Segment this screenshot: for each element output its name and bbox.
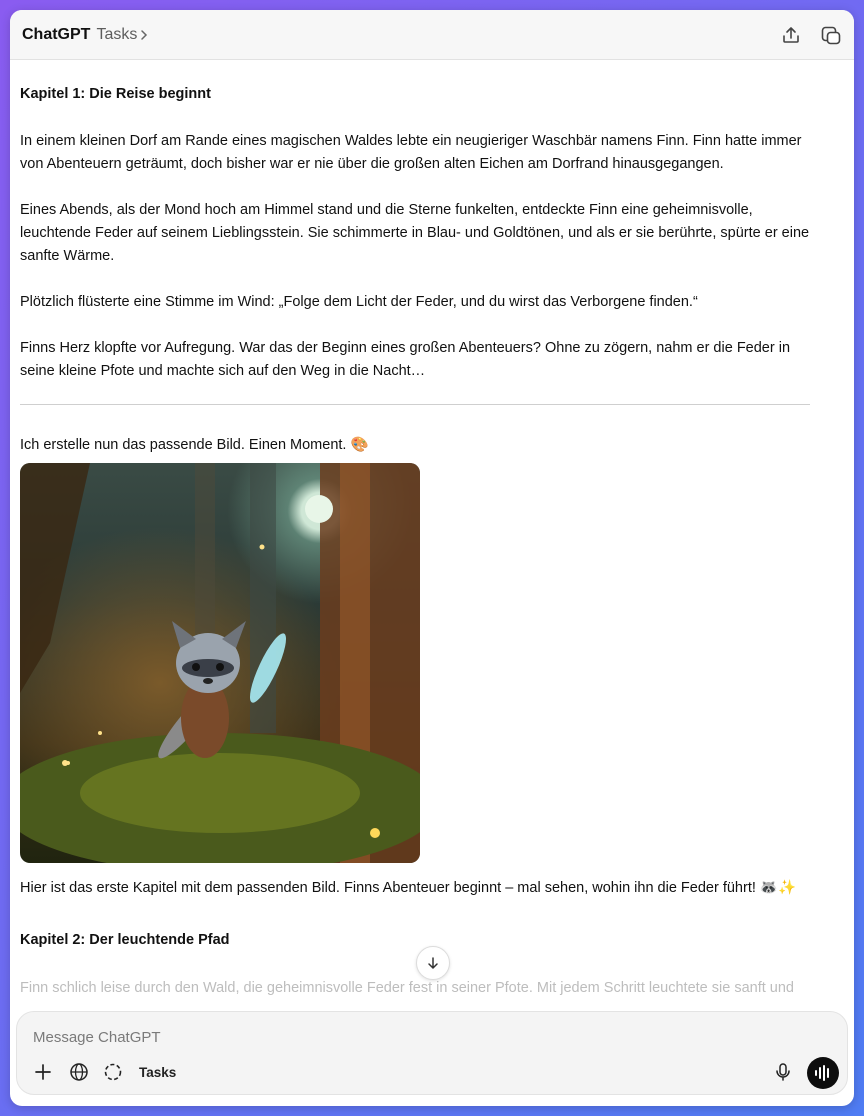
share-button[interactable] xyxy=(780,24,802,46)
top-bar xyxy=(10,10,854,60)
share-icon xyxy=(781,25,801,45)
microphone-icon xyxy=(775,1062,791,1082)
chapter-heading: Kapitel 2: Der leuchtende Pfad xyxy=(20,932,230,948)
scroll-to-bottom-button[interactable] xyxy=(416,946,450,980)
breadcrumb-label: Tasks xyxy=(96,25,138,43)
story-paragraph: Eines Abends, als der Mond hoch am Himmel stand und die Sterne funkelten, entdeckte Finn eine geheimnisvolle, leuchtende Feder auf seinem Lieblingsstein. Sie schimmerte in Blau- und Goldtönen, und als er sie berührte, spürte er eine sanfte Wärme. xyxy=(20,202,810,264)
add-attachment-button[interactable] xyxy=(31,1059,55,1085)
globe-icon xyxy=(69,1062,89,1082)
web-search-button[interactable] xyxy=(67,1059,91,1085)
new-window-icon xyxy=(820,24,842,46)
new-window-button[interactable] xyxy=(820,24,842,46)
chapter-heading: Kapitel 1: Die Reise beginnt xyxy=(20,86,211,102)
tasks-tool-button[interactable] xyxy=(103,1059,176,1085)
voice-waveform-icon xyxy=(814,1065,832,1081)
story-paragraph: Plötzlich flüsterte eine Stimme im Wind: „Folge dem Licht der Feder, und du wirst das Verborgene finden.“ xyxy=(20,294,698,310)
tasks-icon xyxy=(103,1062,123,1082)
generated-image[interactable] xyxy=(20,463,420,863)
chevron-right-icon xyxy=(140,29,148,41)
app-window xyxy=(10,10,854,1106)
message-composer xyxy=(16,1011,848,1095)
image-caption-text: Hier ist das erste Kapitel mit dem passenden Bild. Finns Abenteuer beginnt – mal sehen, wohin ihn die Feder führt! 🦝✨ xyxy=(20,880,797,896)
voice-mode-button[interactable] xyxy=(807,1057,839,1089)
story-paragraph-faded: Finn schlich leise durch den Wald, die geheimnisvolle Feder fest in seiner Pfote. Mit jedem Schritt leuchtete sie sanft und xyxy=(20,980,794,996)
image-intro-text: Ich erstelle nun das passende Bild. Einen Moment. 🎨 xyxy=(20,437,369,453)
breadcrumb-tasks[interactable] xyxy=(96,26,148,44)
message-input[interactable] xyxy=(33,1026,733,1048)
plus-icon xyxy=(34,1063,52,1081)
arrow-down-icon xyxy=(426,956,440,970)
story-paragraph: In einem kleinen Dorf am Rande eines magischen Waldes lebte ein neugieriger Waschbär namens Finn. Finn hatte immer von Abenteuern geträumt, doch bisher war er nie über die großen alten Eichen am Dorfrand hinausgegangen. xyxy=(20,133,802,172)
story-paragraph: Finns Herz klopfte vor Aufregung. War das der Beginn eines großen Abenteuers? Ohne zu zögern, nahm er die Feder in seine kleine Pfote und machte sich auf den Weg in die Nacht… xyxy=(20,340,791,379)
app-title: ChatGPT xyxy=(22,25,91,43)
tasks-label: Tasks xyxy=(139,1064,177,1080)
dictate-button[interactable] xyxy=(771,1059,795,1085)
raccoon-illustration xyxy=(20,463,420,863)
conversation xyxy=(10,61,854,1006)
divider xyxy=(20,404,810,405)
